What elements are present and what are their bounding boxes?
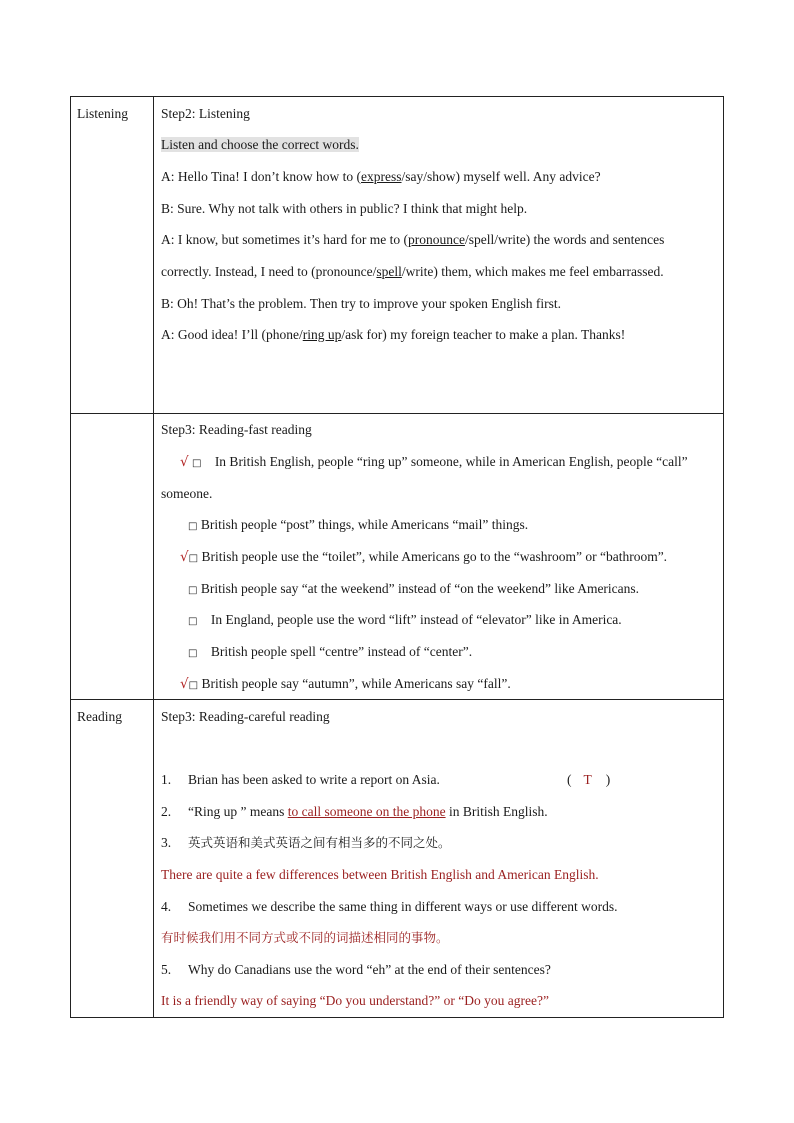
fast-reading-label-cell (71, 414, 154, 700)
careful-reading-content-cell (154, 700, 724, 1018)
question-3: 英式英语和美式英语之间有相当多的不同之处。 (188, 835, 451, 850)
checkbox-icon: □ (188, 585, 198, 596)
dialogue-line-6: A: Good idea! I’ll (phone/ring up/ask for) my foreign teacher to make a plan. Thanks! (161, 327, 626, 342)
reading-label: Reading (77, 709, 122, 724)
careful-reading-row (71, 700, 724, 1018)
checkmark-icon: √ (180, 549, 189, 565)
dialogue-line-4: correctly. Instead, I need to (pronounce/spell/write) them, which makes me feel embarrassed. (161, 264, 664, 279)
dialogue-line-1: A: Hello Tina! I don’t know how to (express/say/show) myself well. Any advice? (161, 169, 601, 184)
question-1-answer: ( T ) (567, 772, 611, 787)
statement-1-cont: someone. (161, 486, 213, 501)
question-4: Sometimes we describe the same thing in different ways or use different words. (188, 899, 618, 914)
checkbox-icon: □ (191, 458, 202, 469)
checkbox-icon: □ (188, 521, 198, 532)
question-4-number: 4. (161, 899, 172, 914)
lesson-table (70, 96, 724, 1018)
checkbox-icon: □ (188, 680, 199, 691)
careful-reading-title: Step3: Reading-careful reading (161, 709, 330, 724)
checkmark-icon: √ (180, 676, 189, 692)
statement-4: □ British people say “at the weekend” instead of “on the weekend” like Americans. (188, 581, 640, 596)
statement-2: □ British people “post” things, while Americans “mail” things. (188, 517, 529, 532)
fast-reading-title: Step3: Reading-fast reading (161, 422, 312, 437)
checkbox-icon: □ (188, 648, 198, 659)
question-3-number: 3. (161, 835, 172, 850)
listening-content-cell (154, 97, 724, 414)
question-1-number: 1. (161, 772, 172, 787)
question-5-number: 5. (161, 962, 172, 977)
checkbox-icon: □ (188, 616, 198, 627)
question-1: Brian has been asked to write a report on Asia. (188, 772, 440, 787)
statement-6: □ British people spell “centre” instead of “center”. (188, 644, 473, 659)
listening-instruction: Listen and choose the correct words. (161, 137, 359, 152)
listening-label: Listening (77, 106, 128, 121)
question-5: Why do Canadians use the word “eh” at the end of their sentences? (188, 962, 551, 977)
statement-5: □ In England, people use the word “lift” instead of “elevator” like in America. (188, 612, 622, 627)
answer-5: It is a friendly way of saying “Do you understand?” or “Do you agree?” (161, 993, 549, 1008)
checkbox-icon: □ (188, 553, 199, 564)
fast-reading-content-cell (154, 414, 724, 700)
reading-label-cell (71, 700, 154, 1018)
fast-reading-row (71, 414, 724, 700)
statement-1: √ □ In British English, people “ring up” someone, while in American English, people “call” (180, 454, 688, 470)
checkmark-icon: √ (180, 454, 189, 470)
dialogue-line-2: B: Sure. Why not talk with others in public? I think that might help. (161, 201, 528, 216)
answer-3: There are quite a few differences between British English and American English. (161, 867, 599, 882)
listening-title: Step2: Listening (161, 106, 250, 121)
statement-7: √□ British people say “autumn”, while Americans say “fall”. (180, 676, 511, 692)
question-2: “Ring up ” means to call someone on the phone in British English. (188, 804, 548, 819)
listening-label-cell (71, 97, 154, 414)
listening-row (71, 97, 724, 414)
question-2-number: 2. (161, 804, 172, 819)
dialogue-line-3: A: I know, but sometimes it’s hard for me to (pronounce/spell/write) the words and sentences (161, 232, 665, 247)
statement-3: √□ British people use the “toilet”, while Americans go to the “washroom” or “bathroom”. (180, 549, 668, 565)
dialogue-line-5: B: Oh! That’s the problem. Then try to improve your spoken English first. (161, 296, 561, 311)
answer-4: 有时候我们用不同方式或不同的词描述相同的事物。 (161, 930, 449, 945)
